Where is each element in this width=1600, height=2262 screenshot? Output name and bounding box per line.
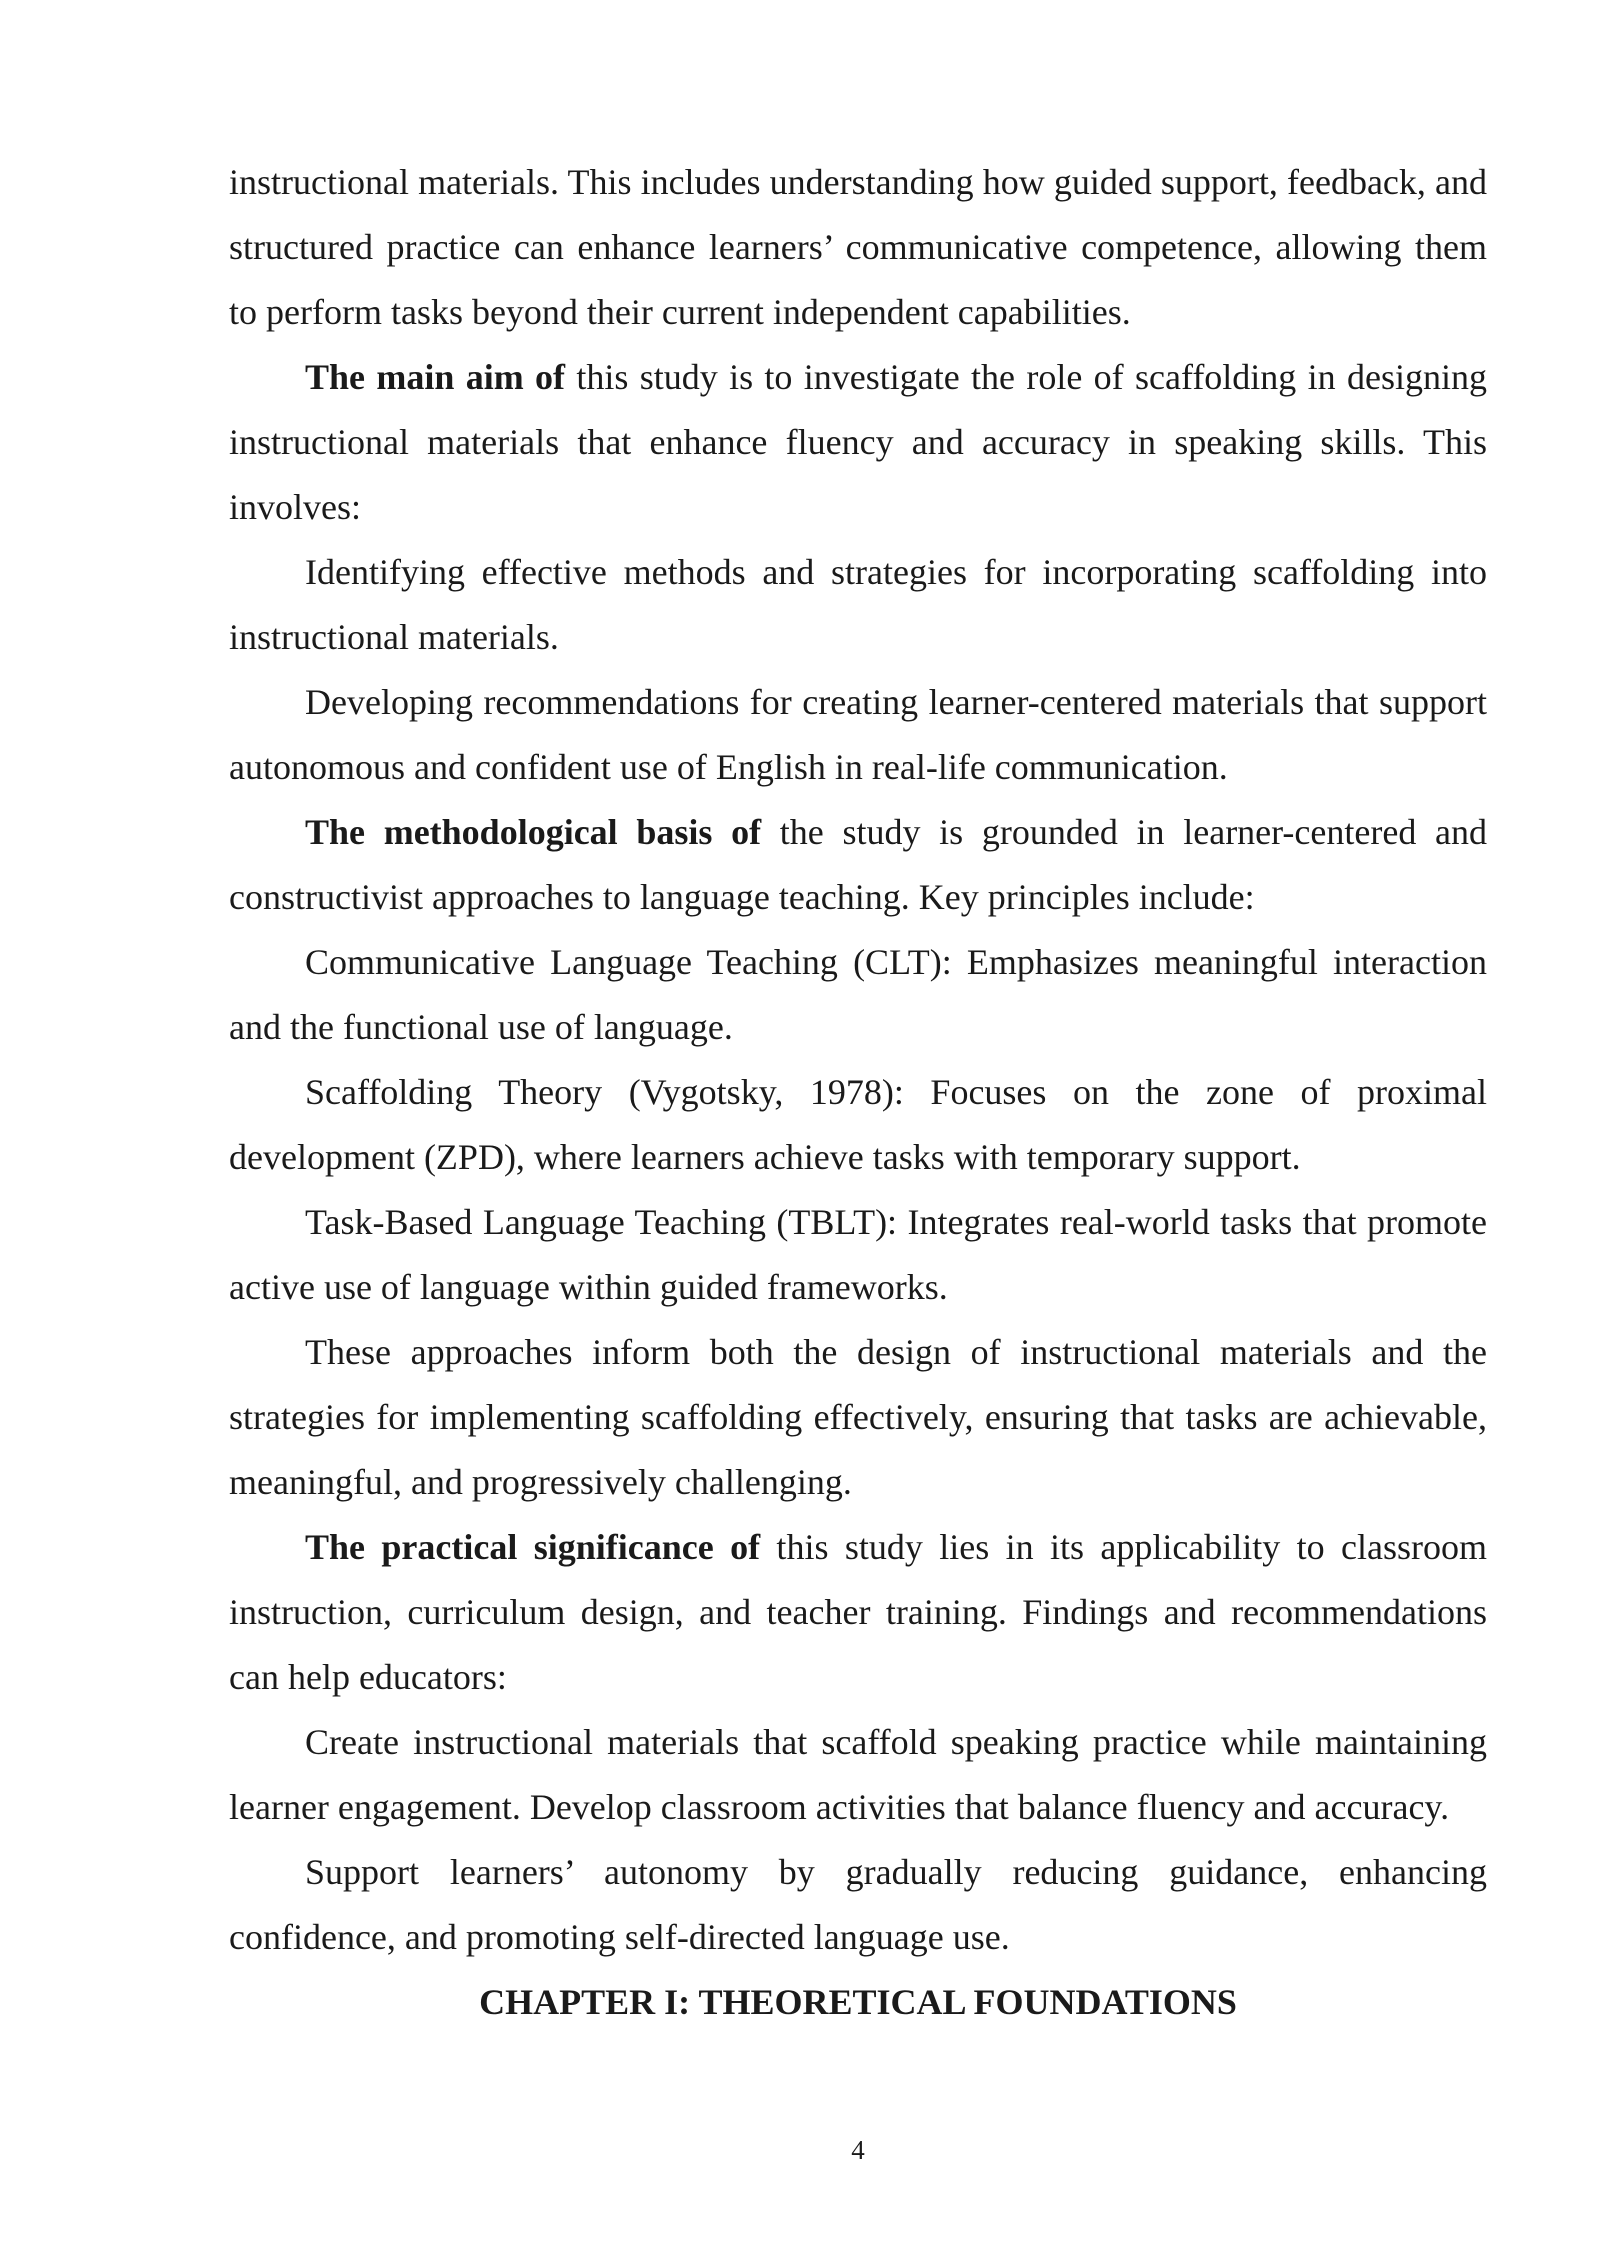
paragraph-text: Create instructional materials that scaffold speaking practice while maintaining learner engagement. Develop classroom activities that balance fluency and accuracy. [229,1722,1487,1827]
paragraph-text: this study lies in its applicability to classroom instruction, curriculum design, and teacher training. Findings and recommendations can help educators: [229,1527,1488,1697]
page-number: 4 [851,2135,865,2165]
paragraph-text: Support learners’ autonomy by gradually reducing guidance, enhancing confidence, and promoting self-directed language use. [229,1852,1487,1957]
chapter-heading: CHAPTER I: THEORETICAL FOUNDATIONS [479,1982,1237,2022]
paragraph-text: the study is grounded in learner-centered and constructivist approaches to language teaching. Key principles include: [229,812,1487,917]
paragraph-objective-developing [229,670,1487,800]
paragraph-educator-support [229,1840,1487,1970]
paragraph-principle-scaffolding [229,1060,1487,1190]
paragraph-approaches-summary [229,1320,1487,1515]
paragraph-text: Developing recommendations for creating learner-centered materials that support autonomous and confident use of English in real-life communication. [229,682,1487,787]
paragraph-objective-identifying [229,540,1487,670]
paragraph-continuation [229,150,1487,345]
paragraph-educator-create [229,1710,1487,1840]
paragraph-principle-tblt [229,1190,1487,1320]
paragraph-main-aim [229,345,1487,540]
paragraph-principle-clt [229,930,1487,1060]
paragraph-text: instructional materials. This includes understanding how guided support, feedback, and structured practice can enhance learners’ communicative competence, allowing them to perform tasks beyond their current independent capabilities. [229,162,1487,332]
paragraph-practical-significance [229,1515,1487,1710]
body-text [229,150,1487,2035]
paragraph-text: Identifying effective methods and strategies for incorporating scaffolding into instructional materials. [229,552,1487,657]
paragraph-text: These approaches inform both the design of instructional materials and the strategies for implementing scaffolding effectively, ensuring that tasks are achievable, meaningful, and progressively challenging. [229,1332,1487,1502]
paragraph-lead: The practical significance of [305,1527,761,1567]
paragraph-text: Task-Based Language Teaching (TBLT): Integrates real-world tasks that promote active use of language within guided frameworks. [229,1202,1487,1307]
paragraph-text: Communicative Language Teaching (CLT): Emphasizes meaningful interaction and the functional use of language. [229,942,1487,1047]
paragraph-text: Scaffolding Theory (Vygotsky, 1978): Focuses on the zone of proximal development (ZPD), where learners achieve tasks with temporary support. [229,1072,1487,1177]
paragraph-methodological-basis [229,800,1487,930]
paragraph-lead: The methodological basis of [305,812,762,852]
paragraph-lead: The main aim of [305,357,566,397]
paragraph-text: this study is to investigate the role of scaffolding in designing instructional materials that enhance fluency and accuracy in speaking skills. This involves: [229,357,1487,527]
